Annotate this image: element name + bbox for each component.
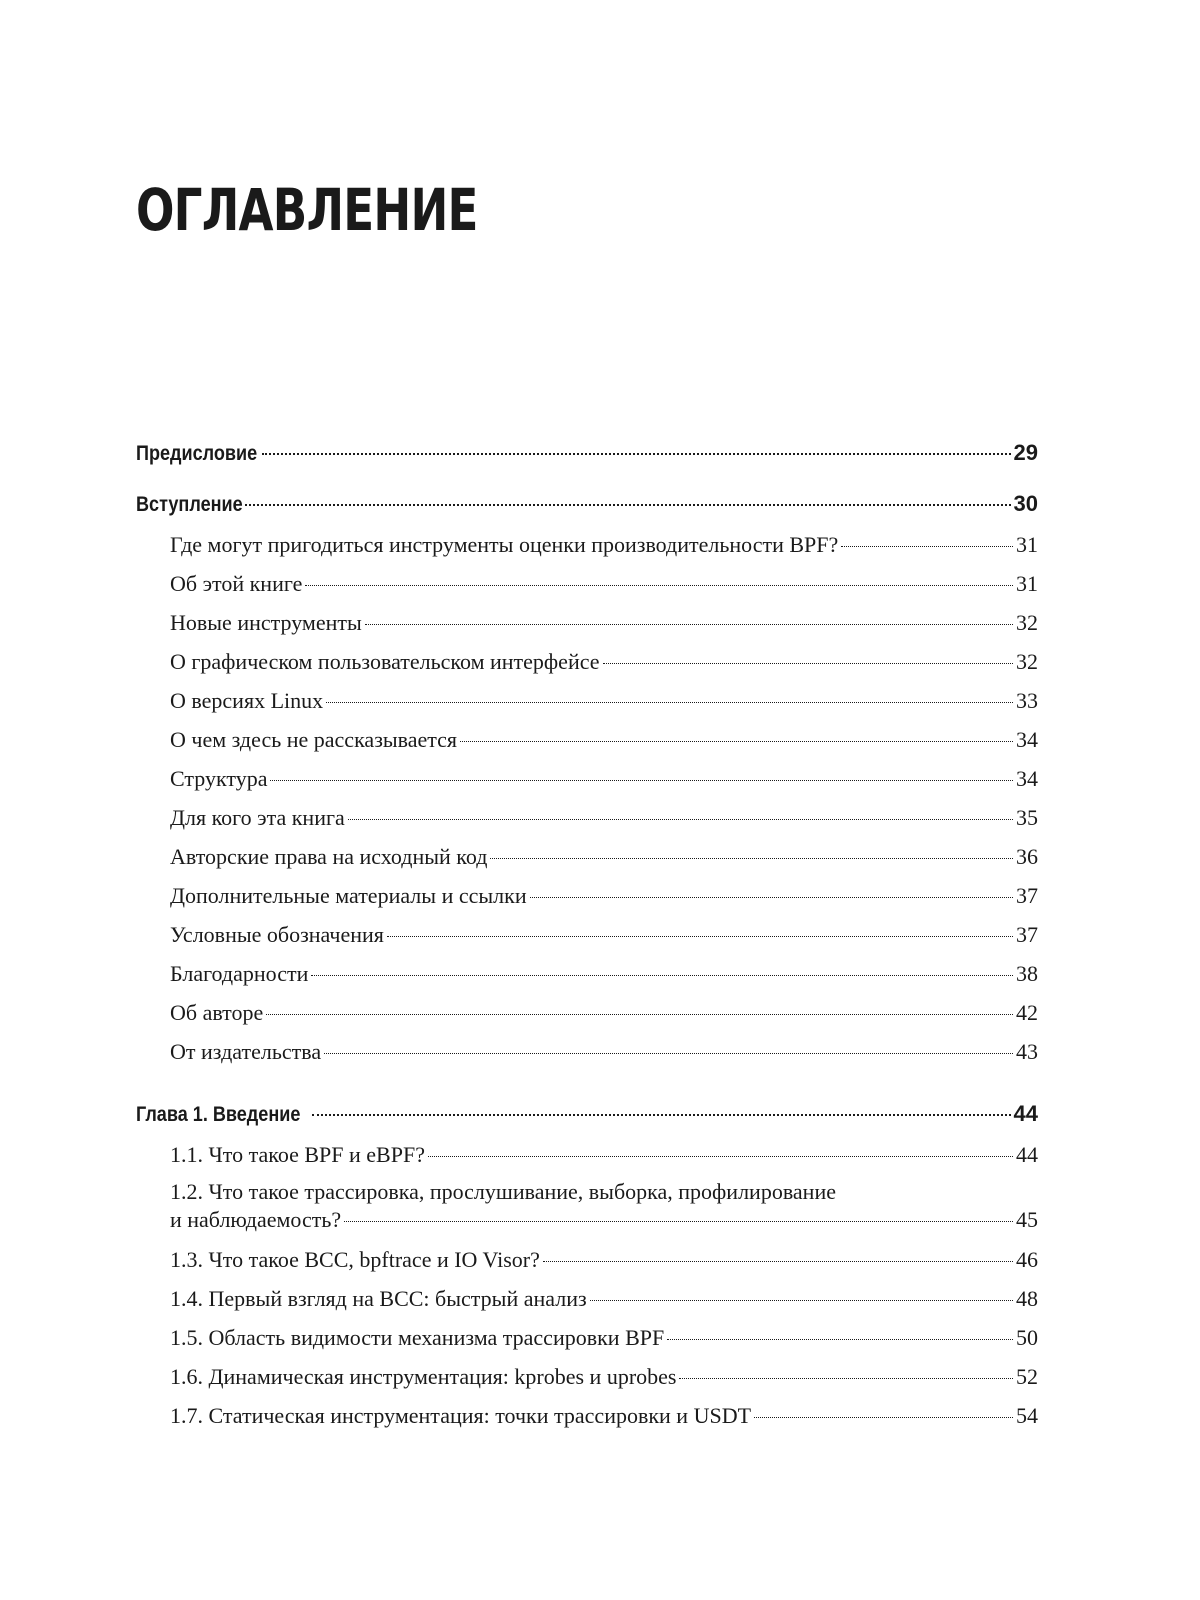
toc-entry-title: 1.4. Первый взгляд на BCC: быстрый анализ xyxy=(170,1279,587,1318)
toc-entry-page: 31 xyxy=(1016,532,1038,557)
toc-entry-title: О версиях Linux xyxy=(170,681,323,720)
toc-entry-page: 35 xyxy=(1016,805,1038,830)
toc-entry-title: 1.6. Динамическая инструментация: kprobes и uprobes xyxy=(170,1357,676,1396)
toc-entry-page: 54 xyxy=(1016,1403,1038,1428)
dot-leader xyxy=(344,1221,1013,1222)
toc-entry-title: От издательства xyxy=(170,1032,321,1071)
toc-entry-title: Условные обозначения xyxy=(170,915,384,954)
toc-entry-page: 37 xyxy=(1016,922,1038,947)
toc-entry-page: 44 xyxy=(1016,1142,1038,1167)
dot-leader xyxy=(312,1114,1010,1116)
toc-subentry[interactable] xyxy=(136,1318,1038,1357)
toc-entry-page: 38 xyxy=(1016,961,1038,986)
toc-subentry[interactable] xyxy=(136,720,1038,759)
toc-entry-title: 1.3. Что такое BCC, bpftrace и IO Visor? xyxy=(170,1240,540,1279)
dot-leader xyxy=(324,1053,1013,1054)
toc-subentry[interactable] xyxy=(136,954,1038,993)
toc-subentry[interactable] xyxy=(136,915,1038,954)
dot-leader xyxy=(543,1261,1013,1262)
toc-entry-title-line-1: 1.2. Что такое трассировка, прослушивание, выборка, профилирование xyxy=(170,1179,836,1204)
dot-leader xyxy=(270,780,1013,781)
toc-subentry[interactable] xyxy=(136,1357,1038,1396)
toc-entry-page: 34 xyxy=(1016,766,1038,791)
toc-entry-page: 45 xyxy=(1016,1207,1038,1232)
toc-entry-title: Вступление xyxy=(136,490,243,520)
toc-entry-title: Новые инструменты xyxy=(170,603,362,642)
toc-subentry[interactable] xyxy=(136,759,1038,798)
toc-subentry[interactable] xyxy=(136,993,1038,1032)
dot-leader xyxy=(326,702,1013,703)
toc-subentry[interactable] xyxy=(136,1396,1038,1435)
toc-subentry[interactable] xyxy=(136,876,1038,915)
toc-entry-page: 43 xyxy=(1016,1039,1038,1064)
toc-entry-page: 52 xyxy=(1016,1364,1038,1389)
toc-entry-page: 36 xyxy=(1016,844,1038,869)
dot-leader xyxy=(365,624,1013,625)
toc-subentry[interactable] xyxy=(136,1240,1038,1279)
toc-subentry[interactable] xyxy=(136,1174,1038,1240)
toc-entry-title: Для кого эта книга xyxy=(170,798,345,837)
toc-subentry[interactable] xyxy=(136,564,1038,603)
dot-leader xyxy=(245,504,1010,506)
dot-leader xyxy=(266,1014,1013,1015)
toc-subentry[interactable] xyxy=(136,837,1038,876)
toc-entry-intro[interactable] xyxy=(136,489,1038,519)
toc-entry-foreword[interactable] xyxy=(136,438,1038,468)
toc-entry-title: Где могут пригодиться инструменты оценки производительности BPF? xyxy=(170,525,838,564)
toc-entry-title: Авторские права на исходный код xyxy=(170,837,487,876)
toc-entry-page: 29 xyxy=(1013,440,1038,465)
toc-subentry[interactable] xyxy=(136,525,1038,564)
dot-leader xyxy=(490,858,1013,859)
dot-leader xyxy=(348,819,1013,820)
toc-entry-title: О графическом пользовательском интерфейсе xyxy=(170,642,600,681)
toc-subentry[interactable] xyxy=(136,681,1038,720)
toc-entry-page: 46 xyxy=(1016,1247,1038,1272)
toc-entry-title: 1.1. Что такое BPF и eBPF? xyxy=(170,1135,425,1174)
toc-entry-page: 32 xyxy=(1016,610,1038,635)
dot-leader xyxy=(305,585,1013,586)
toc-entry-page: 44 xyxy=(1013,1101,1038,1126)
toc-entry-title: Структура xyxy=(170,759,267,798)
toc-entry-page: 48 xyxy=(1016,1286,1038,1311)
dot-leader xyxy=(679,1378,1013,1379)
toc-subentry[interactable] xyxy=(136,1032,1038,1071)
toc-entry-page: 34 xyxy=(1016,727,1038,752)
dot-leader xyxy=(590,1300,1013,1301)
toc-subentry[interactable] xyxy=(136,642,1038,681)
toc-subentry[interactable] xyxy=(136,1135,1038,1174)
dot-leader xyxy=(460,741,1013,742)
page-title: ОГЛАВЛЕНИЕ xyxy=(136,176,478,244)
toc-entry-title: Глава 1. Введение xyxy=(136,1100,300,1130)
toc-subentry[interactable] xyxy=(136,603,1038,642)
toc-entry-title: О чем здесь не рассказывается xyxy=(170,720,457,759)
toc-entry-title: 1.7. Статическая инструментация: точки трассировки и USDT xyxy=(170,1396,751,1435)
toc-subentry[interactable] xyxy=(136,1279,1038,1318)
dot-leader xyxy=(667,1339,1013,1340)
dot-leader xyxy=(603,663,1013,664)
toc-entry-page: 33 xyxy=(1016,688,1038,713)
toc-entry-page: 42 xyxy=(1016,1000,1038,1025)
toc-entry-title: Благодарности xyxy=(170,954,308,993)
toc-entry-title-line-2: и наблюдаемость? xyxy=(170,1207,342,1232)
toc-subentry[interactable] xyxy=(136,798,1038,837)
toc-entry-page: 32 xyxy=(1016,649,1038,674)
dot-leader xyxy=(428,1156,1013,1157)
toc-entry-title: 1.5. Область видимости механизма трассировки BPF xyxy=(170,1318,664,1357)
table-of-contents xyxy=(136,438,1038,1435)
dot-leader xyxy=(387,936,1013,937)
dot-leader xyxy=(530,897,1013,898)
dot-leader xyxy=(841,546,1013,547)
toc-entry-page: 37 xyxy=(1016,883,1038,908)
toc-entry-title: Дополнительные материалы и ссылки xyxy=(170,876,527,915)
toc-entry-title: Об авторе xyxy=(170,993,263,1032)
toc-entry-title: Предисловие xyxy=(136,439,257,469)
toc-entry-title: Об этой книге xyxy=(170,564,302,603)
toc-entry-page: 50 xyxy=(1016,1325,1038,1350)
dot-leader xyxy=(262,453,1011,455)
dot-leader xyxy=(754,1417,1013,1418)
dot-leader xyxy=(311,975,1013,976)
toc-entry-page: 30 xyxy=(1013,491,1038,516)
toc-entry-page: 31 xyxy=(1016,571,1038,596)
toc-entry-chapter-1[interactable] xyxy=(136,1099,1038,1129)
